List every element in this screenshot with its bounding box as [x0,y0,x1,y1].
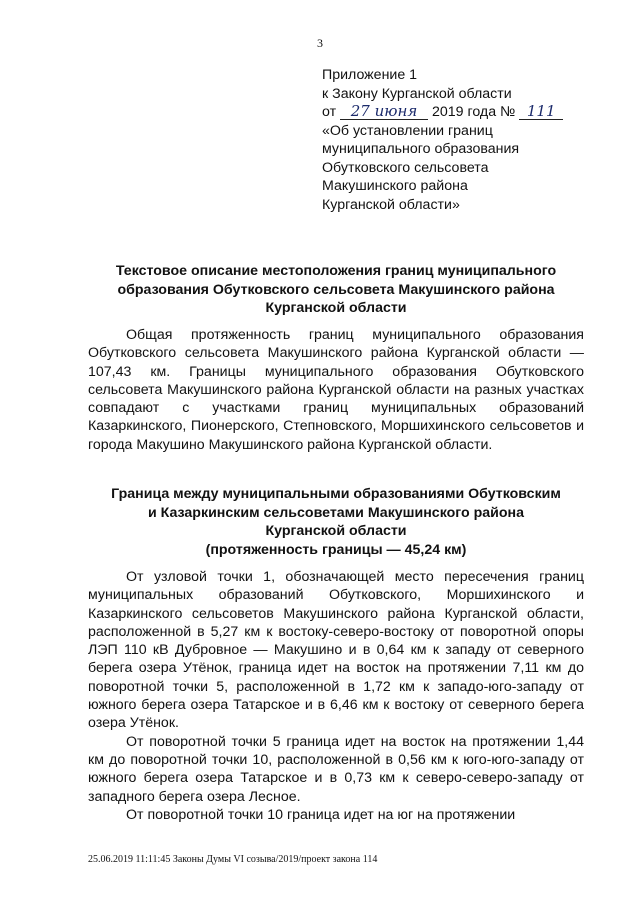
body-text-intro [88,326,584,454]
paragraph-point-1: От узловой точки 1, обозначающей место пересечения границ муниципальных образований Обутковского, Моршихинского и Казаркинского сельсоветов Макушинского района Курганской области, расположенной в 5,27 км к востоку-северо-востоку от поворотной опоры ЛЭП 110 кВ Дубровное — Макушино и в 0,64 км к западу от северного берега озера Утёнок, граница идет на восток на протяжении 7,11 км до поворотной точки 5, расположенной в 1,72 км к западо-юго-западу от южного берега озера Татарское и в 6,46 км к востоку от северного берега озера Утёнок. [88,569,584,732]
heading-line: (протяженность границы — 45,24 км) [205,541,467,558]
appendix-law-title-3: Обутковского сельсовета [322,159,489,176]
appendix-law-title-1: «Об установлении границ [322,122,493,139]
handwritten-law-number: 111 [519,103,563,120]
appendix-block [322,66,622,214]
heading-line: Курганской области [265,523,407,539]
from-label: от [322,104,337,120]
paragraph-point-5: От поворотной точки 5 граница идет на восток на протяжении 1,44 км до поворотной точки 10, расположенной в 0,56 км к юго-юго-западу от южного берега озера Татарское и в 0,73 км к северо-северо-западу от западного берега озера Лесное. [88,733,584,805]
paragraph-total-length: Общая протяженность границ муниципального образования Обутковского сельсовета Макушинского района Курганской области — 107,43 км. Границы муниципального образования Обутковского сельсовета Макушинского района Курганской области на разных участках совпадают с участками границ муниципальных образований Казаркинского, Пионерского, Степновского, Моршихинского сельсоветов и города Макушино Макушинского района Курганской области. [88,327,584,453]
year-label: 2019 года № [431,104,516,120]
heading-line: Курганской области [265,300,407,316]
footer-file-path: 25.06.2019 11:11:45 Законы Думы VI созыва/2019/проект закона 114 [88,854,378,865]
appendix-law-title-5: Курганской области» [322,196,460,213]
page-number: 3 [317,36,323,50]
body-text-border [88,568,584,824]
appendix-title: Приложение 1 [322,67,418,83]
appendix-law-ref: к Закону Курганской области [322,85,512,102]
handwritten-date: 27 июня [340,103,428,120]
appendix-law-title-4: Макушинского района [322,178,468,194]
heading-line: и Казаркинским сельсоветами Макушинского района [147,504,525,521]
heading-line: Граница между муниципальными образованиями Обутковским [111,486,561,502]
paragraph-point-10: От поворотной точки 10 граница идет на юг на протяжении [126,806,516,823]
appendix-law-title-2: муниципального образования [322,141,520,157]
section-heading-description [86,262,586,318]
appendix-date-line [322,103,622,122]
heading-line: образования Обутковского сельсовета Макушинского района [117,281,555,298]
section-heading-border [86,485,586,559]
heading-line: Текстовое описание местоположения границ муниципального [115,263,557,279]
